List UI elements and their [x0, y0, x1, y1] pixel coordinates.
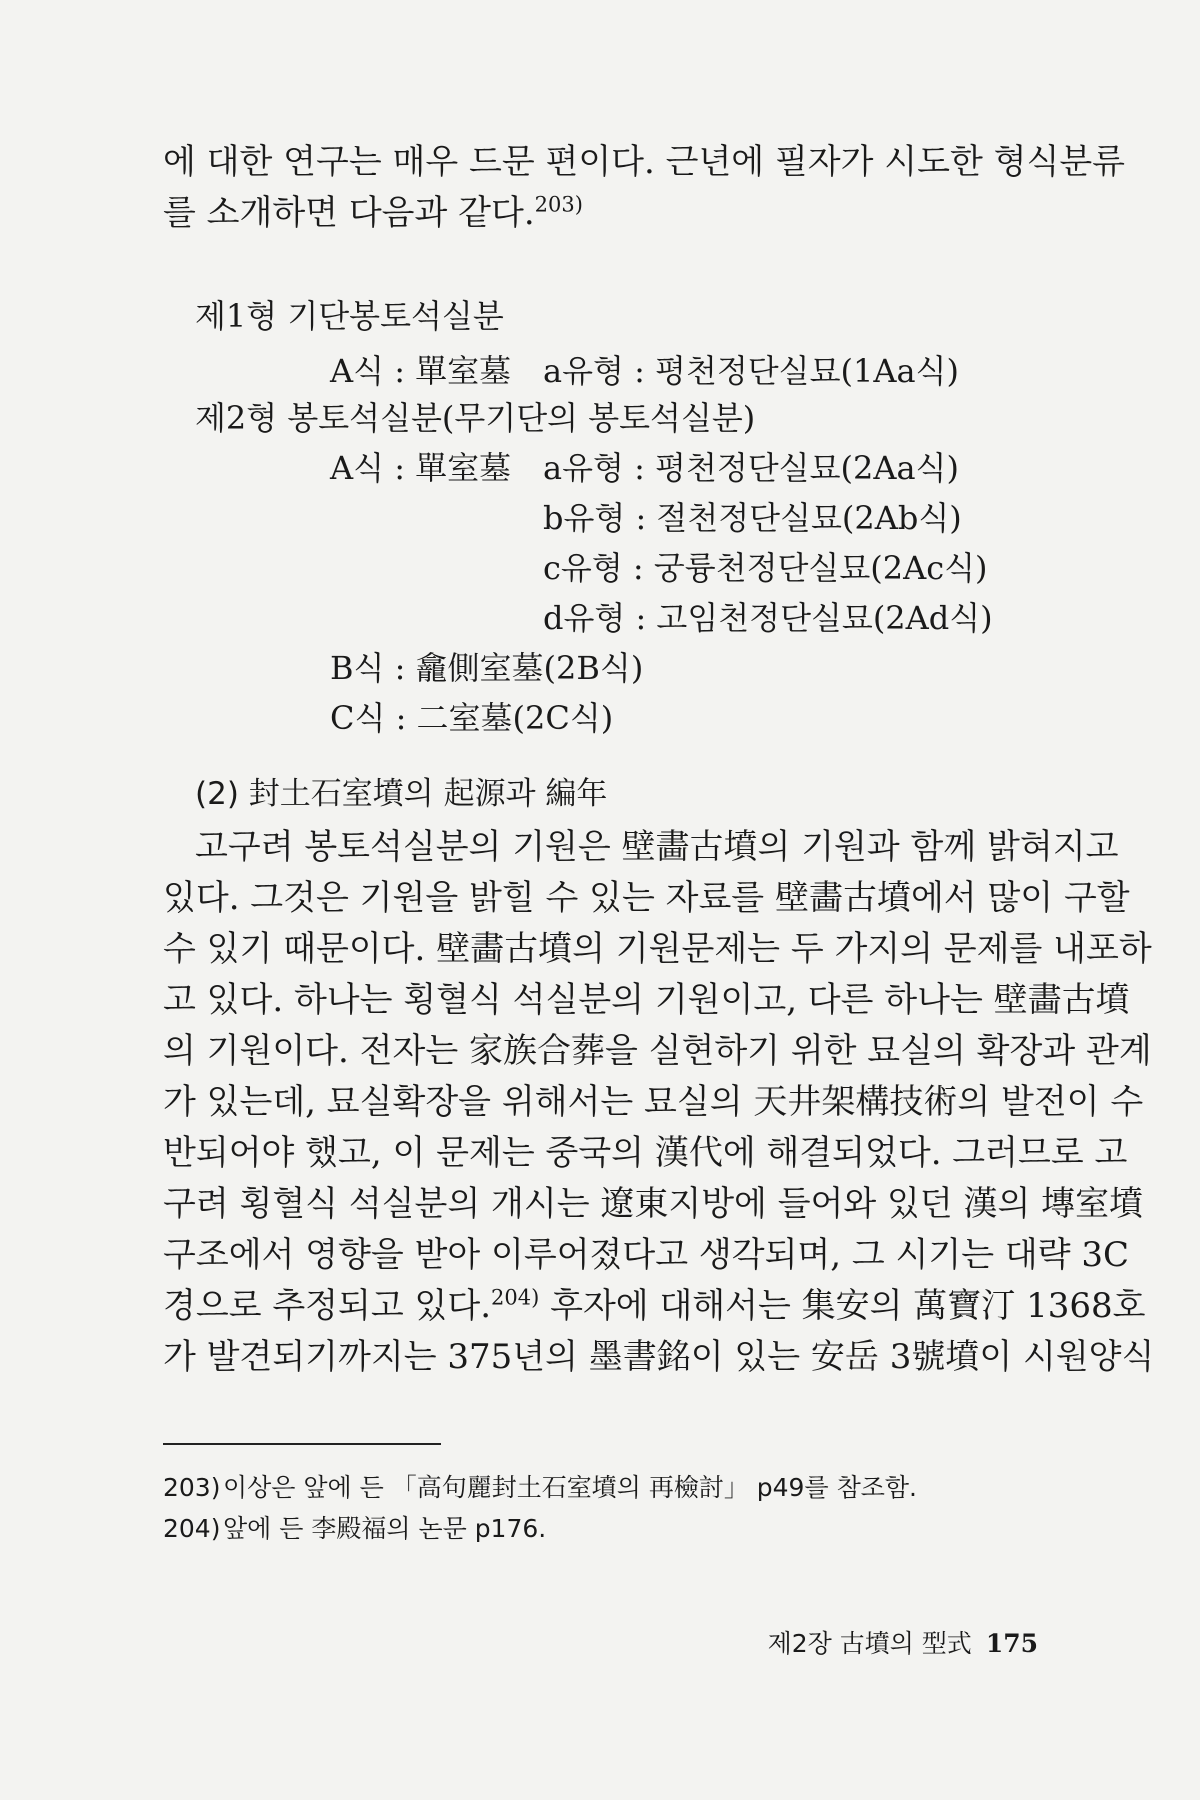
body-line-3: 수 있기 때문이다. 壁畵古墳의 기원문제는 두 가지의 문제를 내포하	[163, 929, 1152, 969]
body-line-1: 고구려 봉토석실분의 기원은 壁畵古墳의 기원과 함께 밝혀지고	[195, 827, 1119, 867]
intro-line-2-text: 를 소개하면 다음과 같다.	[163, 193, 535, 233]
type2-c-label: C식 : 二室墓(2C식)	[330, 699, 614, 737]
body-line-2: 있다. 그것은 기원을 밝힐 수 있는 자료를 壁畵古墳에서 많이 구할	[163, 878, 1130, 918]
footnote-separator	[163, 1443, 441, 1445]
running-footer	[768, 1626, 1038, 1662]
intro-line-2	[163, 188, 1043, 239]
footnote-ref-204: 204)	[491, 1285, 540, 1310]
intro-line-1: 에 대한 연구는 매우 드문 편이다. 근년에 필자가 시도한 형식분류	[163, 142, 1126, 182]
body-line-7: 반되어야 했고, 이 문제는 중국의 漢代에 해결되었다. 그러므로 고	[163, 1133, 1128, 1173]
type2-a-subtype-c: c유형 : 궁륭천정단실묘(2Ac식)	[543, 549, 988, 587]
type2-a-subtype-d: d유형 : 고임천정단실묘(2Ad식)	[543, 599, 993, 637]
body-line-11: 가 발견되기까지는 375년의 墨書銘이 있는 安岳 3號墳이 시원양식	[163, 1337, 1155, 1377]
type1-a-label: A식 : 單室墓	[330, 352, 512, 390]
type2-a-label: A식 : 單室墓	[330, 449, 512, 487]
intro-paragraph	[163, 137, 1126, 239]
footnote-text: 이상은 앞에 든 「高句麗封土石室墳의 再檢討」 p49를 참조함.	[223, 1473, 917, 1502]
footnote-204	[163, 1511, 546, 1547]
body-line-8: 구려 횡혈식 석실분의 개시는 遼東지방에 들어와 있던 漢의 塼室墳	[163, 1184, 1144, 1224]
type2-b-label: B식 : 龕側室墓(2B식)	[330, 649, 644, 687]
body-line-4: 고 있다. 하나는 횡혈식 석실분의 기원이고, 다른 하나는 壁畵古墳	[163, 980, 1130, 1020]
chapter-title: 제2장 古墳의 型式	[767, 1629, 972, 1658]
body-line-9: 구조에서 영향을 받아 이루어졌다고 생각되며, 그 시기는 대략 3C	[163, 1235, 1130, 1275]
type2-title: 제2형 봉토석실분(무기단의 봉토석실분)	[195, 399, 756, 437]
body-line-10-post: 후자에 대해서는 集安의 萬寶汀 1368호	[539, 1286, 1146, 1326]
footnote-text: 앞에 든 李殿福의 논문 p176.	[223, 1514, 547, 1543]
footnote-number: 204)	[163, 1514, 221, 1543]
type1-title: 제1형 기단봉토석실분	[195, 297, 504, 335]
section-heading: (2) 封土石室墳의 起源과 編年	[195, 776, 608, 812]
type2-a-subtype-a: a유형 : 평천정단실묘(2Aa식)	[543, 449, 959, 487]
body-line-10-pre: 경으로 추정되고 있다.	[163, 1286, 492, 1326]
type2-a-subtype-b: b유형 : 절천정단실묘(2Ab식)	[543, 499, 962, 537]
page-number: 175	[985, 1629, 1038, 1658]
body-line-5: 의 기원이다. 전자는 家族合葬을 실현하기 위한 묘실의 확장과 관계	[163, 1031, 1152, 1071]
type1-a-subtype: a유형 : 평천정단실묘(1Aa식)	[543, 352, 959, 390]
footnote-203	[163, 1470, 917, 1506]
footnote-ref-203: 203)	[534, 192, 583, 217]
body-line-6: 가 있는데, 묘실확장을 위해서는 묘실의 天井架構技術의 발전이 수	[163, 1082, 1144, 1122]
body-paragraph	[163, 822, 1155, 1383]
body-line-10	[163, 1281, 1146, 1332]
footnote-number: 203)	[163, 1473, 221, 1502]
